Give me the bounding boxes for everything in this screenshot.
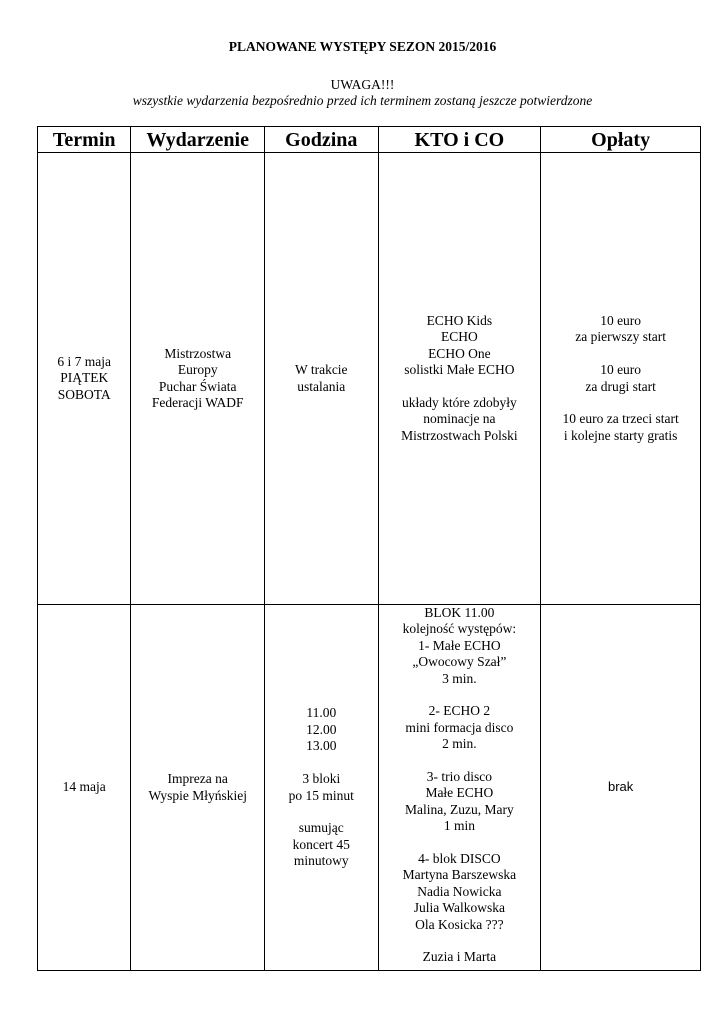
cell-line: Mistrzostwach Polski xyxy=(401,427,518,443)
cell-line: za pierwszy start xyxy=(575,329,666,345)
cell-line: SOBOTA xyxy=(57,386,111,402)
cell-line: „Owocowy Szał” xyxy=(412,654,507,670)
cell-kto-i-co xyxy=(378,153,541,605)
cell-line xyxy=(268,804,375,820)
cell-line: Zuzia i Marta xyxy=(422,949,497,965)
cell-line: za drugi start xyxy=(585,378,656,394)
cell-line: kolejność występów: xyxy=(402,621,517,637)
cell-line: 14 maja xyxy=(62,779,106,795)
cell-line: 3 min. xyxy=(442,670,477,686)
cell-line: Malina, Zuzu, Mary xyxy=(405,801,514,817)
cell-line: Europy xyxy=(177,362,218,378)
cell-line: Małe ECHO xyxy=(425,785,494,801)
cell-line: minutowy xyxy=(293,853,349,869)
cell-line: 1 min xyxy=(443,818,475,834)
cell-line xyxy=(382,379,538,395)
cell-line: Impreza na xyxy=(167,771,228,787)
cell-godzina xyxy=(265,605,379,971)
cell-godzina xyxy=(265,153,379,605)
cell-line: 2- ECHO 2 xyxy=(428,703,491,719)
schedule-table xyxy=(37,126,701,971)
cell-line: i kolejne starty gratis xyxy=(563,427,678,443)
cell-line: po 15 minut xyxy=(288,787,354,803)
cell-line: Mistrzostwa xyxy=(164,345,232,361)
cell-line: ECHO xyxy=(441,329,478,345)
cell-line: Wyspie Młyńskiej xyxy=(148,787,247,803)
header-oplaty: Opłaty xyxy=(541,127,701,153)
cell-line: 10 euro xyxy=(600,312,642,328)
document-title: PLANOWANE WYSTĘPY SEZON 2015/2016 xyxy=(228,39,497,54)
cell-line: Puchar Świata xyxy=(158,378,237,394)
cell-termin xyxy=(38,605,131,971)
cell-termin xyxy=(38,153,131,605)
cell-line: sumując xyxy=(298,820,344,836)
cell-line: ECHO Kids xyxy=(426,312,493,328)
cell-line xyxy=(382,753,538,769)
cell-oplaty xyxy=(541,605,701,971)
cell-line: koncert 45 xyxy=(292,836,350,852)
cell-wydarzenie xyxy=(131,605,265,971)
warning-text: UWAGA!!! xyxy=(330,77,395,92)
cell-line: 3- trio disco xyxy=(426,769,492,785)
cell-line: W trakcie xyxy=(294,362,348,378)
cell-line: mini formacja disco xyxy=(405,719,514,735)
table-row xyxy=(38,605,701,971)
confirmation-note: wszystkie wydarzenia bezpośrednio przed ich terminem zostaną jeszcze potwierdzone xyxy=(132,93,593,108)
cell-line: BLOK 11.00 xyxy=(424,605,495,620)
cell-line: 3 bloki xyxy=(302,771,341,787)
cell-line xyxy=(382,933,538,949)
table-row xyxy=(38,153,701,605)
cell-line: 2 min. xyxy=(442,736,477,752)
cell-line: ustalania xyxy=(297,378,346,394)
cell-line: 10 euro za trzeci start xyxy=(562,411,679,427)
header-row xyxy=(38,127,701,153)
cell-line: PIĄTEK xyxy=(60,370,109,386)
cell-line: 10 euro xyxy=(600,362,642,378)
cell-line: 12.00 xyxy=(306,721,337,737)
cell-kto-i-co xyxy=(378,605,541,971)
cell-line: Ola Kosicka ??? xyxy=(415,916,504,932)
cell-line: solistki Małe ECHO xyxy=(404,362,515,378)
header-termin: Termin xyxy=(38,127,131,153)
cell-line: nominacje na xyxy=(423,411,496,427)
cell-line xyxy=(382,835,538,851)
cell-line: 11.00 xyxy=(306,705,337,721)
cell-line xyxy=(544,346,697,362)
cell-wydarzenie xyxy=(131,153,265,605)
cell-line xyxy=(544,395,697,411)
cell-line: Nadia Nowicka xyxy=(417,883,502,899)
cell-line: brak xyxy=(607,779,634,795)
cell-line: 4- blok DISCO xyxy=(418,851,501,867)
cell-oplaty xyxy=(541,153,701,605)
cell-line: Federacji WADF xyxy=(151,394,244,410)
cell-line xyxy=(382,687,538,703)
header-godzina: Godzina xyxy=(265,127,379,153)
header-wydarzenie: Wydarzenie xyxy=(131,127,265,153)
cell-line: ECHO One xyxy=(428,345,491,361)
cell-line: 1- Małe ECHO xyxy=(418,637,501,653)
cell-line: 13.00 xyxy=(306,738,337,754)
cell-line: 6 i 7 maja xyxy=(57,353,112,369)
cell-line: układy które zdobyły xyxy=(402,394,517,410)
header-kto-i-co: KTO i CO xyxy=(378,127,541,153)
cell-line: Julia Walkowska xyxy=(413,900,506,916)
cell-line xyxy=(268,755,375,771)
cell-line: Martyna Barszewska xyxy=(402,867,517,883)
